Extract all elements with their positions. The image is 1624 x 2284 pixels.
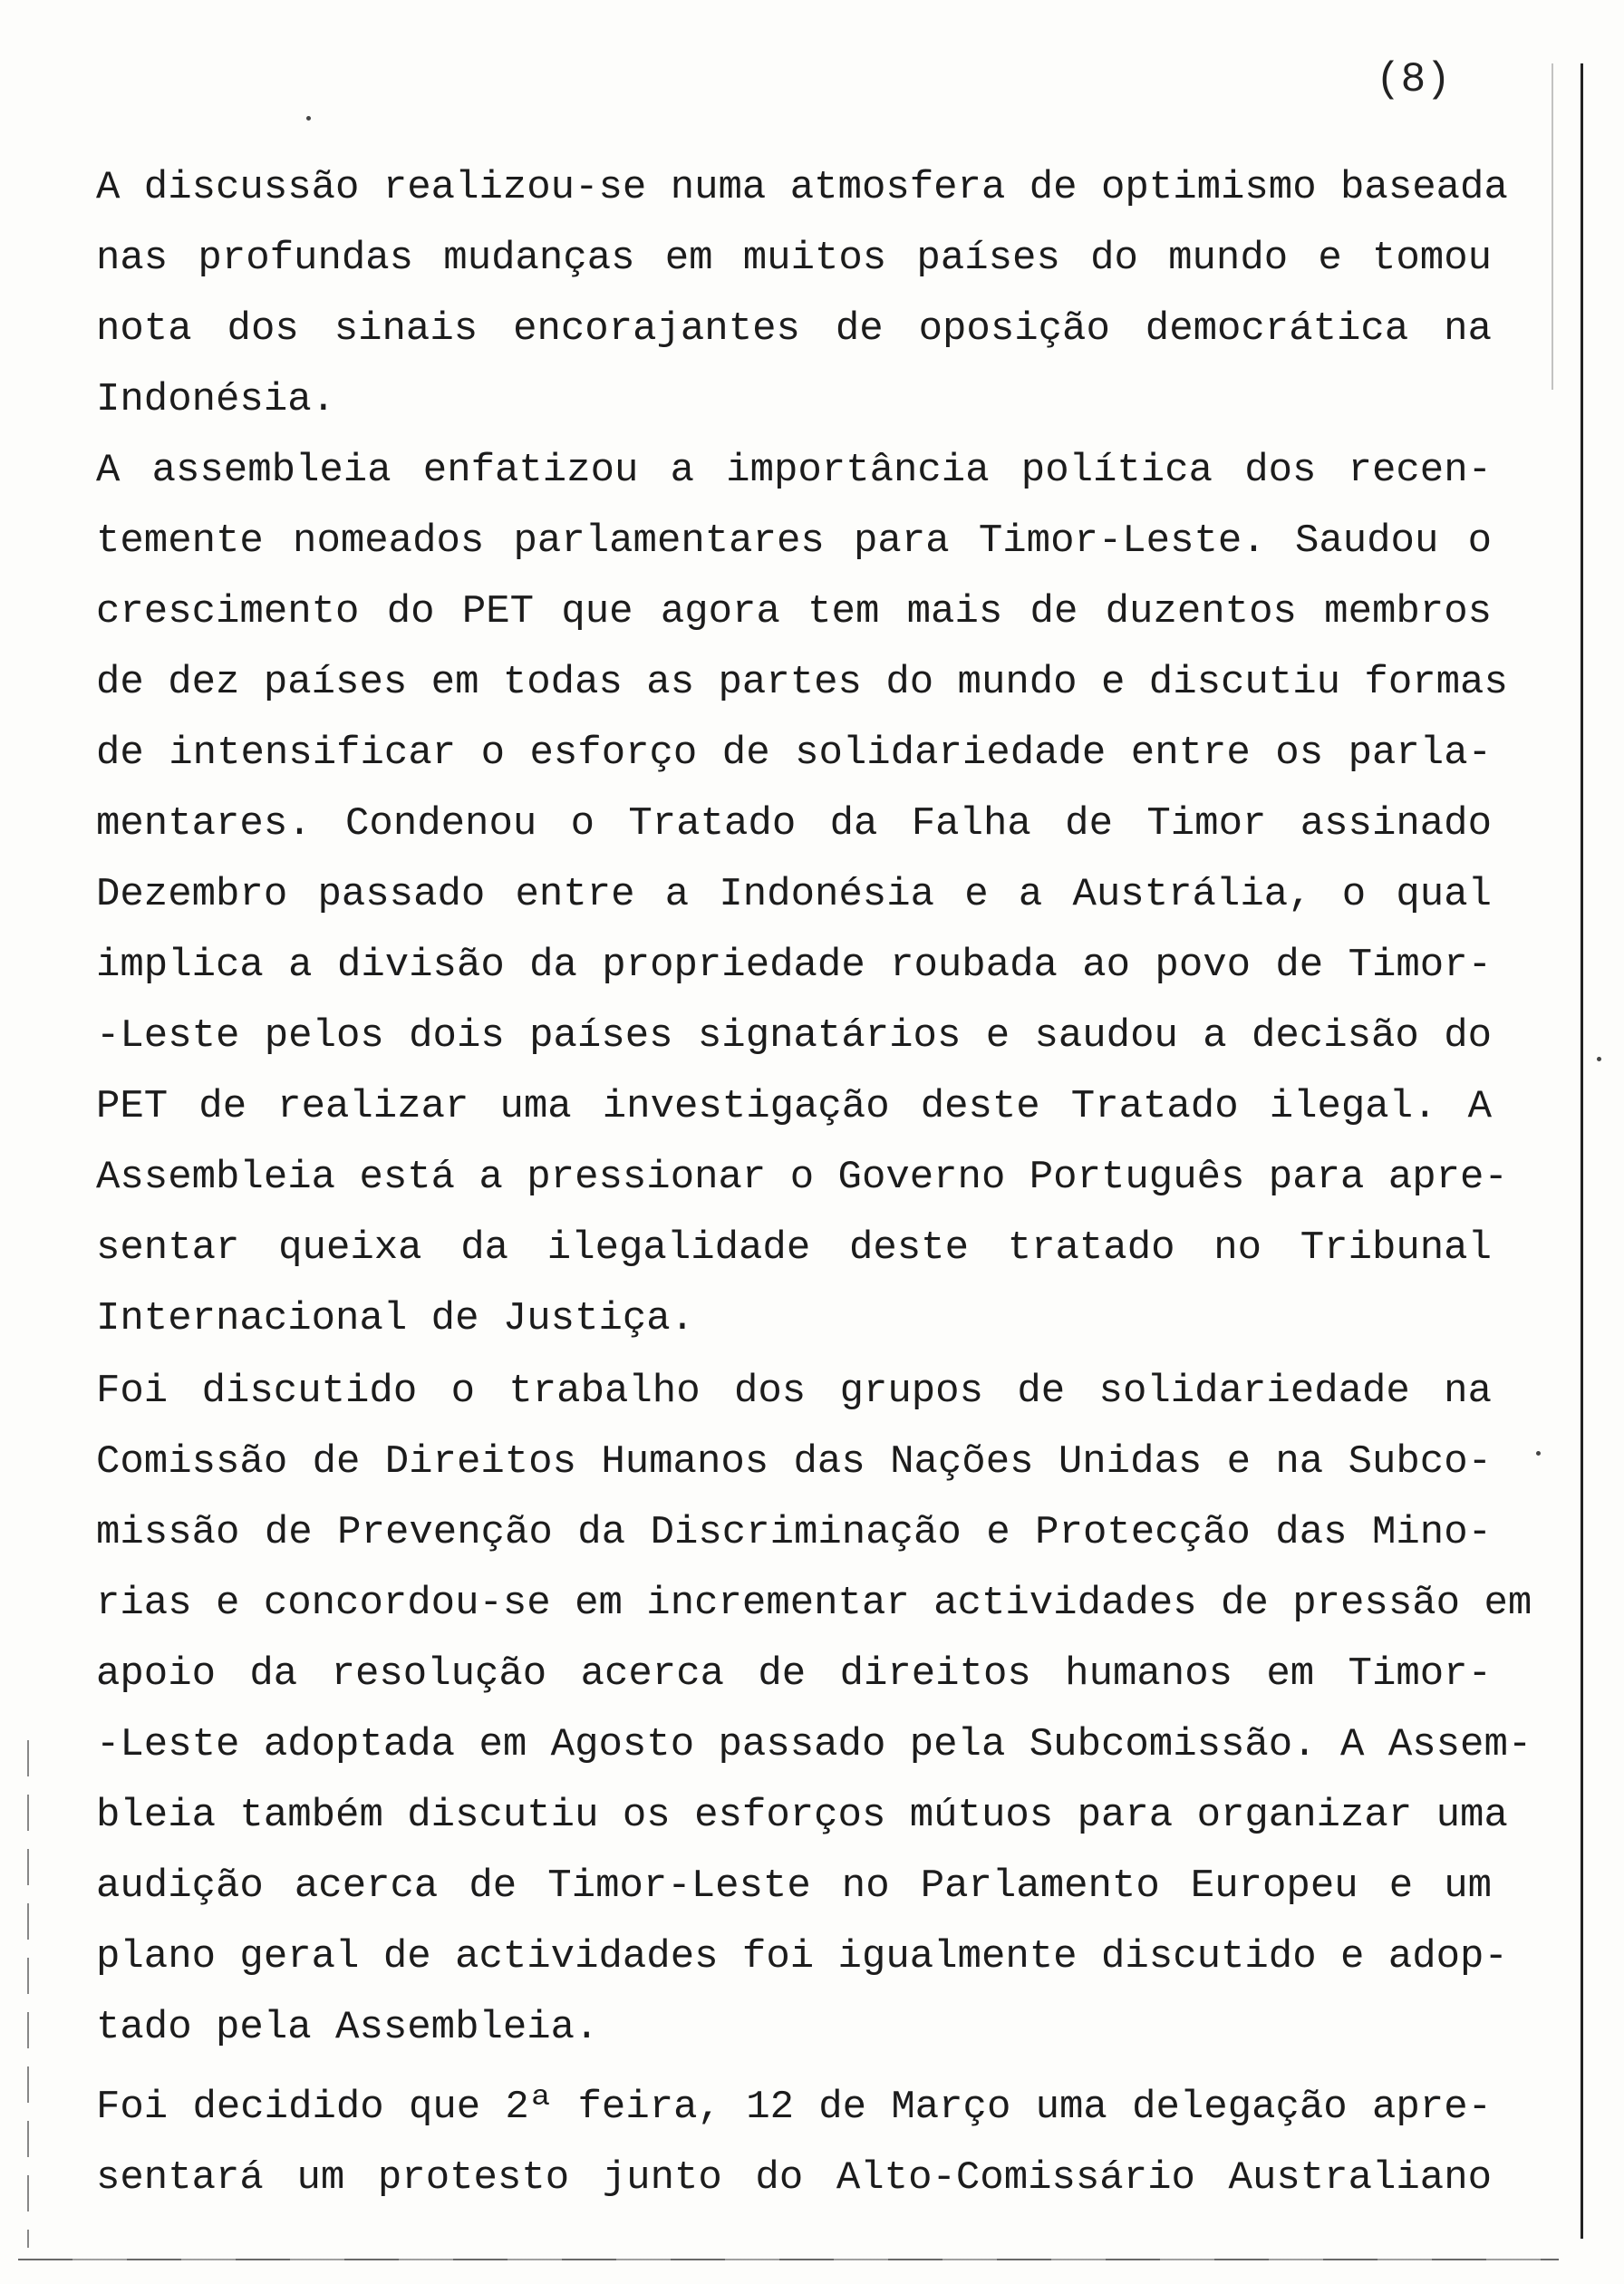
scan-speck (1597, 1057, 1601, 1061)
text-line: Comissão de Direitos Humanos das Nações Unidas e na Subco- (96, 1439, 1492, 1485)
paragraph-3 (96, 1356, 1532, 2063)
text-line: tado pela Assembleia. (96, 2005, 599, 2050)
text-line: Dezembro passado entre a Indonésia e a Austrália, o qual (96, 872, 1492, 917)
text-line: nas profundas mudanças em muitos países do mundo e tomou (96, 236, 1492, 281)
text-line: crescimento do PET que agora tem mais de duzentos membros (96, 589, 1492, 634)
text-line: Foi discutido o trabalho dos grupos de solidariedade na (96, 1369, 1492, 1414)
paragraph-4 (96, 2072, 1492, 2213)
text-line: de intensificar o esforço de solidariedade entre os parla- (96, 731, 1492, 776)
text-line: missão de Prevenção da Discriminação e Protecção das Mino- (96, 1510, 1492, 1555)
margin-rule-left (27, 1740, 29, 2248)
page-number: (8) (1376, 56, 1451, 103)
text-line: apoio da resolução acerca de direitos humanos em Timor- (96, 1651, 1492, 1697)
text-line: Foi decidido que 2ª feira, 12 de Março uma delegação apre- (96, 2085, 1492, 2130)
text-line: sentar queixa da ilegalidade deste tratado no Tribunal (96, 1225, 1492, 1271)
text-line: temente nomeados parlamentares para Timor-Leste. Saudou o (96, 518, 1492, 564)
bottom-rule (18, 2259, 1559, 2260)
text-line: Assembleia está a pressionar o Governo Português para apre- (96, 1155, 1508, 1200)
text-line: mentares. Condenou o Tratado da Falha de Timor assinado (96, 801, 1492, 847)
text-line: de dez países em todas as partes do mundo e discutiu formas (96, 660, 1508, 705)
margin-rule-right (1580, 63, 1583, 2239)
paragraph-2 (96, 435, 1508, 1354)
text-line: PET de realizar uma investigação deste Tratado ilegal. A (96, 1084, 1492, 1129)
text-line: sentará um protesto junto do Alto-Comissário Australiano (96, 2155, 1492, 2201)
text-line: rias e concordou-se em incrementar actividades de pressão em (96, 1581, 1532, 1626)
text-line: -Leste pelos dois países signatários e saudou a decisão do (96, 1013, 1492, 1059)
scan-speck (1536, 1451, 1541, 1456)
text-line: plano geral de actividades foi igualmente discutido e adop- (96, 1934, 1508, 1979)
text-line: A discussão realizou-se numa atmosfera de optimismo baseada (96, 165, 1508, 210)
text-line: Indonésia. (96, 377, 336, 422)
text-line: Internacional de Justiça. (96, 1296, 695, 1341)
text-line: -Leste adoptada em Agosto passado pela Subcomissão. A Assem- (96, 1722, 1532, 1767)
text-line: implica a divisão da propriedade roubada ao povo de Timor- (96, 943, 1492, 988)
margin-rule-faint (1552, 63, 1553, 390)
text-line: A assembleia enfatizou a importância política dos recen- (96, 448, 1492, 493)
paragraph-1 (96, 152, 1508, 435)
text-line: bleia também discutiu os esforços mútuos para organizar uma (96, 1793, 1508, 1838)
text-line: audição acerca de Timor-Leste no Parlamento Europeu e um (96, 1863, 1492, 1909)
text-line: nota dos sinais encorajantes de oposição democrática na (96, 306, 1492, 352)
scan-speck (306, 116, 311, 121)
